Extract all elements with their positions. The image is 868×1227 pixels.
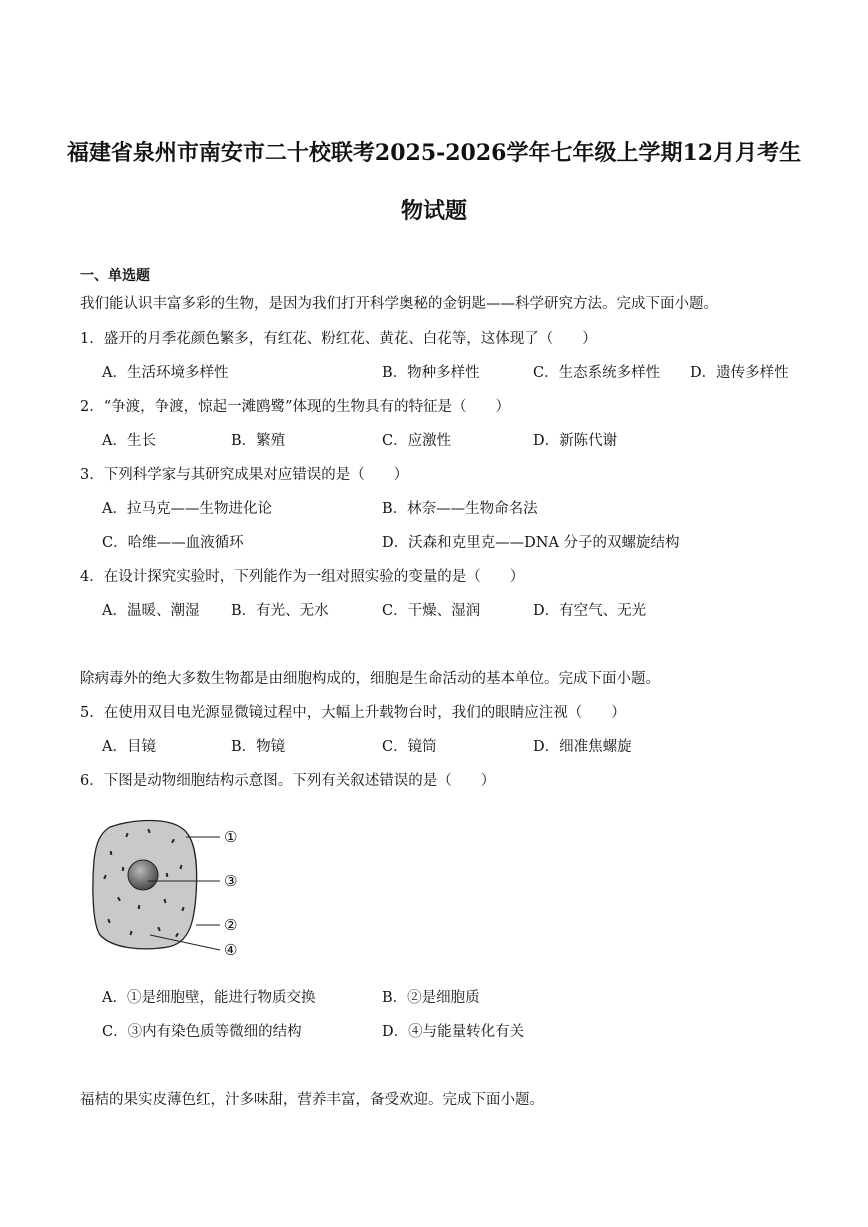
cell-nucleus: [128, 860, 158, 890]
q2-option-a: A．生长: [102, 433, 156, 449]
q1-option-b: B．物种多样性: [382, 365, 480, 381]
q5-option-c: C．镜筒: [382, 739, 437, 755]
q1-option-a: A．生活环境多样性: [102, 365, 229, 381]
question-1-stem: 1．盛开的月季花颜色繁多，有红花、粉红花、黄花、白花等，这体现了（ ）: [80, 331, 597, 347]
q4-option-c: C．干燥、湿润: [382, 603, 481, 619]
label-2: ②: [224, 916, 238, 934]
title-line-2: 物试题: [400, 198, 467, 224]
q6-option-c: C．③内有染色质等微细的结构: [102, 1024, 302, 1040]
q5-option-b: B．物镜: [231, 739, 286, 755]
q6-option-a: A．①是细胞壁，能进行物质交换: [102, 990, 316, 1006]
q4-option-d: D．有空气、无光: [533, 603, 647, 619]
q2-option-c: C．应激性: [382, 433, 452, 449]
label-4: ④: [224, 941, 238, 959]
q6-option-d: D．④与能量转化有关: [382, 1024, 525, 1040]
q4-option-a: A．温暖、潮湿: [102, 603, 200, 619]
animal-cell-diagram: [88, 815, 258, 965]
question-6-stem: 6．下图是动物细胞结构示意图。下列有关叙述错误的是（ ）: [80, 773, 496, 789]
label-1: ①: [224, 828, 238, 846]
intro-text-1: 我们能认识丰富多彩的生物，是因为我们打开科学奥秘的金钥匙——科学研究方法。完成下面小题。: [80, 296, 718, 312]
q4-option-b: B．有光、无水: [231, 603, 329, 619]
q1-option-c: C．生态系统多样性: [533, 365, 661, 381]
q5-option-a: A．目镜: [102, 739, 156, 755]
q3-option-a: A．拉马克——生物进化论: [102, 501, 272, 517]
q5-option-d: D．细准焦螺旋: [533, 739, 632, 755]
intro-text-3: 福桔的果实皮薄色红，汁多味甜，营养丰富，备受欢迎。完成下面小题。: [80, 1092, 544, 1108]
title-line-1: 福建省泉州市南安市二十校联考2025-2026学年七年级上学期12月月考生: [66, 140, 802, 166]
q3-option-b: B．林奈——生物命名法: [382, 501, 538, 517]
question-5-stem: 5．在使用双目电光源显微镜过程中，大幅上升载物台时，我们的眼睛应注视（ ）: [80, 705, 626, 721]
question-2-stem: 2．“争渡，争渡，惊起一滩鸥鹭”体现的生物具有的特征是（ ）: [80, 399, 511, 415]
page-title: [60, 124, 808, 240]
q6-option-b: B．②是细胞质: [382, 990, 480, 1006]
q2-option-d: D．新陈代谢: [533, 433, 618, 449]
q1-option-d: D．遗传多样性: [690, 365, 789, 381]
label-3: ③: [224, 872, 238, 890]
q3-option-c: C．哈维——血液循环: [102, 535, 244, 551]
cell-svg: [88, 815, 258, 965]
intro-text-2: 除病毒外的绝大多数生物都是由细胞构成的，细胞是生命活动的基本单位。完成下面小题。: [80, 671, 660, 687]
question-3-stem: 3．下列科学家与其研究成果对应错误的是（ ）: [80, 467, 409, 483]
q3-option-d: D．沃森和克里克——DNA 分子的双螺旋结构: [382, 535, 680, 551]
section-heading: 一、单选题: [80, 268, 150, 284]
question-4-stem: 4．在设计探究实验时，下列能作为一组对照实验的变量的是（ ）: [80, 569, 525, 585]
q2-option-b: B．繁殖: [231, 433, 286, 449]
